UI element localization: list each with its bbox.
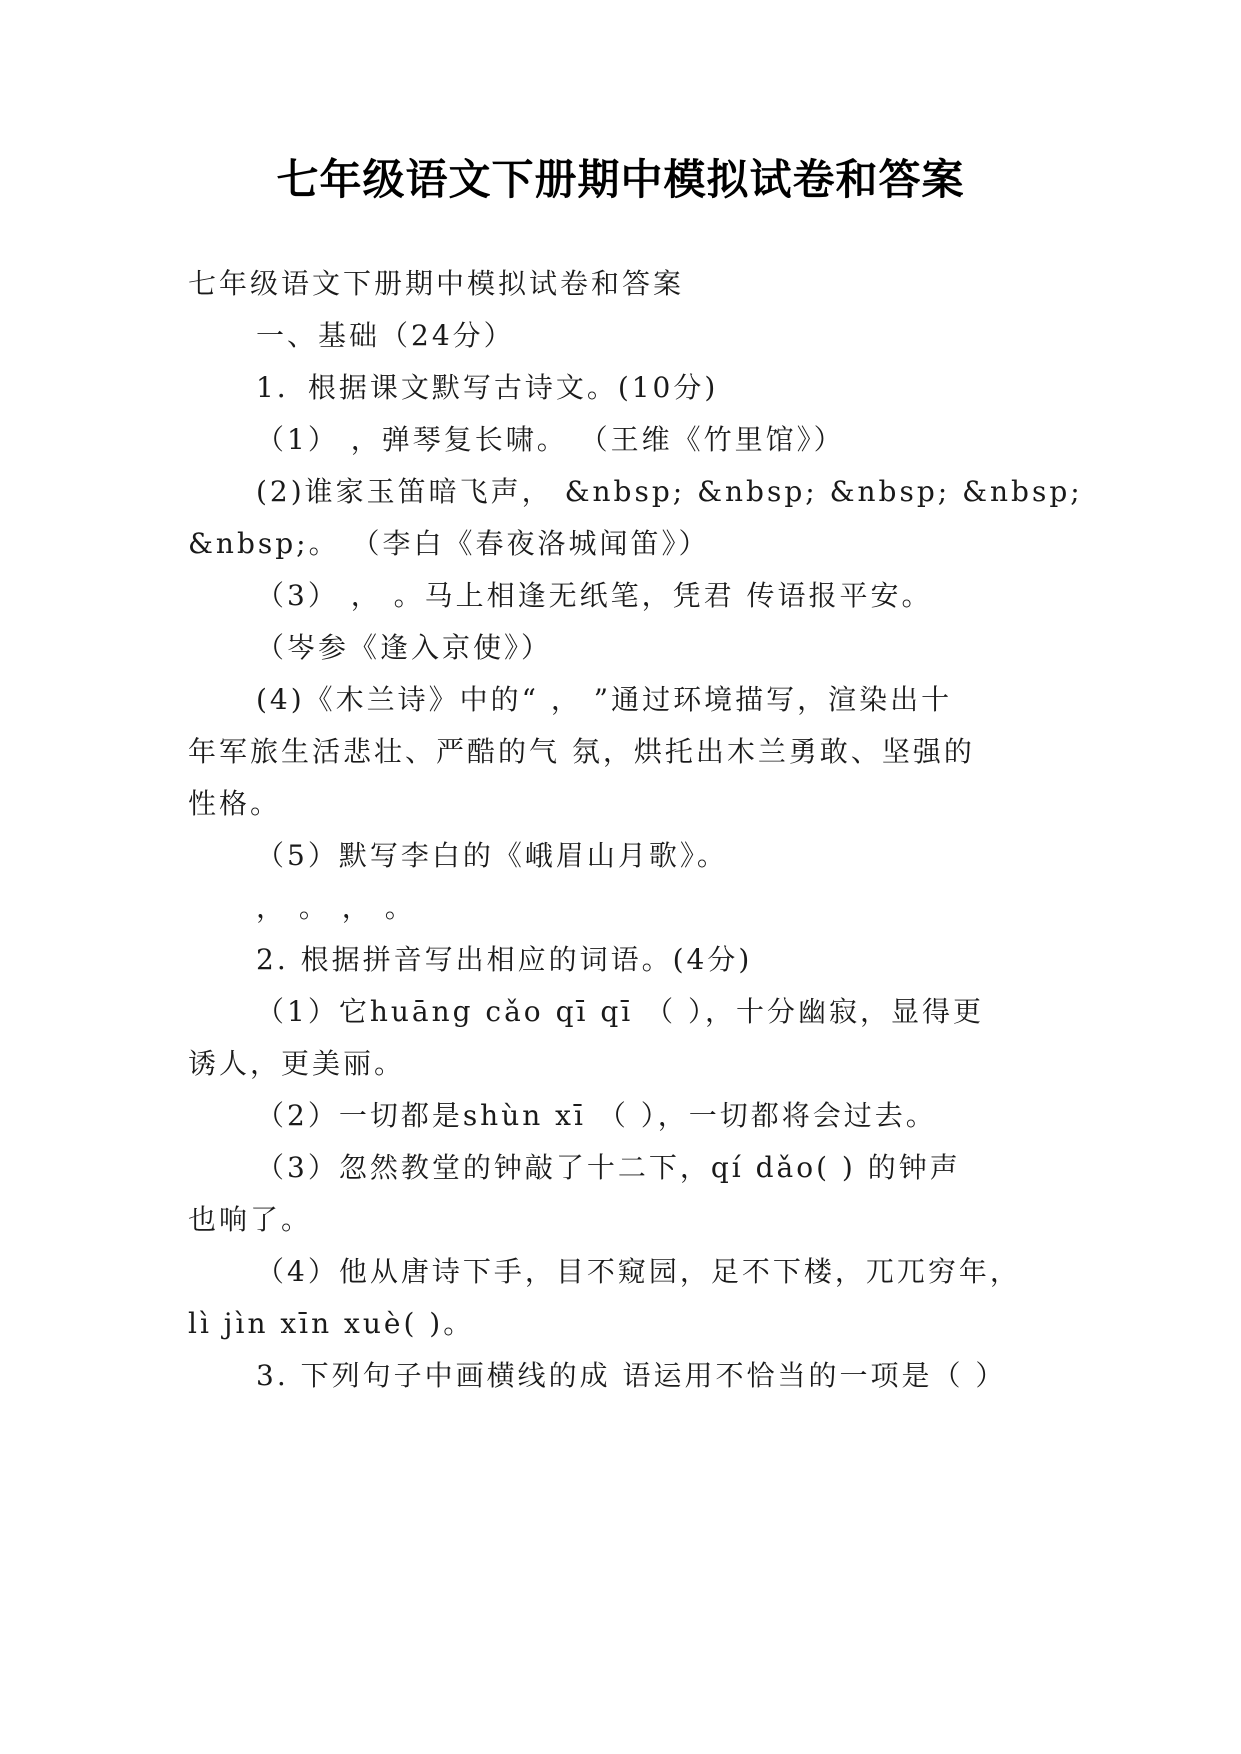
text-line: （3） ， 。马上相逢无纸笔，凭君 传语报平安。 — [256, 579, 933, 612]
text-line: （3）忽然教堂的钟敲了十二下，qí dǎo( ) 的钟声 — [256, 1151, 961, 1184]
text-line: lì jìn xīn xuè( )。 — [188, 1307, 475, 1340]
section-heading: 一、基础（24分） — [256, 319, 515, 352]
text-line: &nbsp;。 （李白《春夜洛城闻笛》） — [188, 527, 710, 560]
text-line: （2）一切都是shùn xī （ ），一切都将会过去。 — [256, 1099, 937, 1132]
question-1-heading: 1．根据课文默写古诗文。(10分) — [256, 371, 719, 404]
text-line: ， 。 ， 。 — [256, 891, 416, 924]
text-line: 也响了。 — [188, 1203, 313, 1236]
text-line: (4)《木兰诗》中的“ ， ”通过环境描写，渲染出十 — [256, 683, 953, 716]
text-line: 年军旅生活悲壮、严酷的气 氛，烘托出木兰勇敢、坚强的 — [188, 735, 975, 768]
text-line: （岑参《逢入京使》） — [256, 631, 553, 664]
text-line: （1）它huāng cǎo qī qī （ ），十分幽寂，显得更 — [256, 995, 985, 1028]
text-line: 性格。 — [188, 787, 282, 820]
text-line: （5）默写李白的《峨眉山月歌》。 — [256, 839, 728, 872]
text-line: （4）他从唐诗下手，目不窥园，足不下楼，兀兀穷年， — [256, 1255, 1021, 1288]
text-line: (2)谁家玉笛暗飞声， &nbsp; &nbsp; &nbsp; &nbsp; — [256, 475, 1083, 508]
question-3-heading: 3. 下列句子中画横线的成 语运用不恰当的一项是（ ） — [256, 1359, 1007, 1392]
question-2-heading: 2. 根据拼音写出相应的词语。(4分) — [256, 943, 753, 976]
text-line: （1） ，弹琴复长啸。 （王维《竹里馆》） — [256, 423, 845, 456]
document-title: 七年级语文下册期中模拟试卷和答案 — [276, 155, 965, 204]
text-line: 七年级语文下册期中模拟试卷和答案 — [188, 267, 685, 300]
text-line: 诱人，更美丽。 — [188, 1047, 406, 1080]
